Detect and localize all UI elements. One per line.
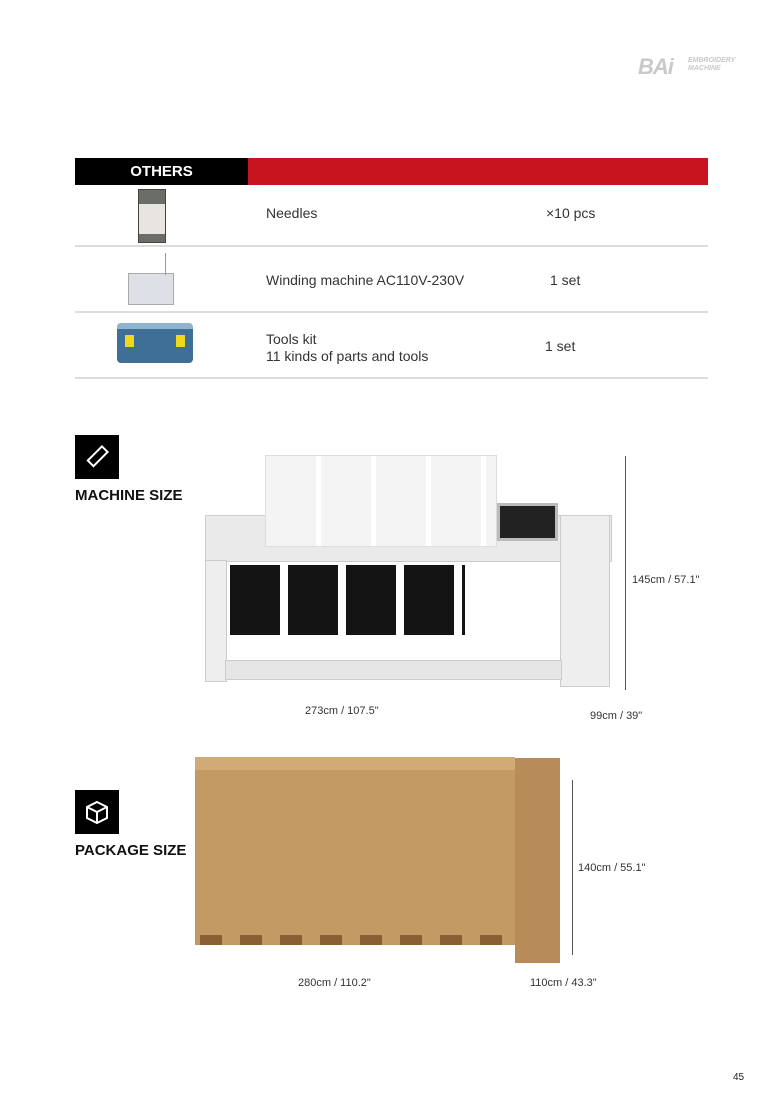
embroidery-machine-image (205, 515, 610, 695)
header-red-bar (248, 158, 708, 185)
ruler-icon (75, 435, 119, 479)
crate-top (195, 757, 515, 770)
machine-depth: 99cm / 39" (590, 710, 643, 722)
machine-width: 273cm / 107.5" (305, 705, 379, 717)
winding-machine-image (128, 273, 174, 305)
needles-image (138, 189, 166, 243)
height-dimension-line (572, 780, 573, 955)
tools-kit-image (117, 323, 193, 363)
page-number: 45 (733, 1072, 745, 1083)
crate-skids (200, 935, 520, 945)
wooden-crate-image (195, 770, 515, 945)
package-size-label: PACKAGE SIZE (75, 842, 187, 859)
item-quantity: 1 set (550, 272, 581, 288)
crate-side (515, 758, 560, 963)
item-name: Winding machine AC110V-230V (266, 272, 465, 288)
table-row (75, 247, 708, 313)
package-depth: 110cm / 43.3" (530, 977, 597, 989)
item-name: Needles (266, 205, 318, 221)
machine-size-label: MACHINE SIZE (75, 487, 183, 504)
machine-height: 145cm / 57.1" (632, 574, 700, 586)
item-quantity: 1 set (545, 338, 576, 354)
brand-logo: BAi EMBROIDERY MACHINE (638, 54, 736, 79)
winding-rod (165, 253, 166, 275)
height-dimension-line (625, 456, 626, 690)
package-height: 140cm / 55.1" (578, 862, 646, 874)
item-name: Tools kit (266, 331, 317, 347)
others-header: OTHERS (75, 158, 248, 185)
item-description (266, 331, 428, 365)
item-quantity: ×10 pcs (546, 205, 596, 221)
table-row (75, 313, 708, 379)
item-subtitle: 11 kinds of parts and tools (266, 348, 429, 364)
table-row (75, 185, 708, 247)
package-box-icon (75, 790, 119, 834)
package-width: 280cm / 110.2" (298, 977, 371, 989)
